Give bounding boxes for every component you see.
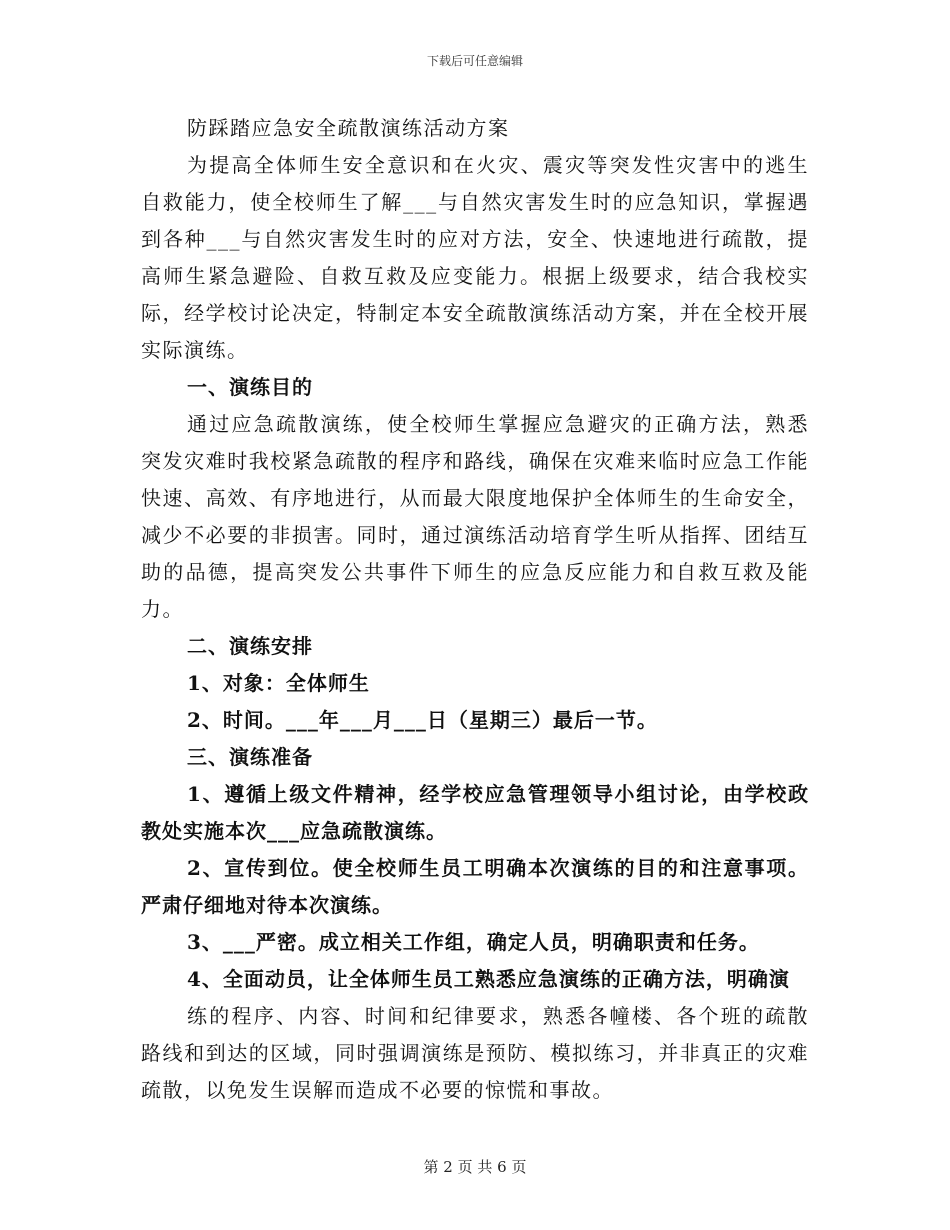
section1-heading: 一、演练目的 bbox=[187, 375, 313, 399]
section2-item-time: 2、时间。___年___月___日（星期三）最后一节。 bbox=[187, 708, 658, 732]
intro-paragraph: 为提高全体师生安全意识和在火灾、震灾等突发性灾害中的逃生自救能力，使全校师生了解___与自然灾害发生时的应急知识，掌握遇到各种___与自然灾害发生时的应对方法，安全、快速地进行疏散，提高师生紧急避险、自救互救及应变能力。根据上级要求，结合我校实际，经学校讨论决定，特制定本安全疏散演练活动方案，并在全校开展实际演练。 bbox=[141, 153, 809, 362]
document-title: 防踩踏应急安全疏散演练活动方案 bbox=[187, 116, 510, 140]
section3-item-2: 2、宣传到位。使全校师生员工明确本次演练的目的和注意事项。严肃仔细地对待本次演练。 bbox=[141, 856, 809, 917]
page-number: 第 2 页 共 6 页 bbox=[423, 1158, 527, 1176]
page-header-note: 下载后可任意编辑 bbox=[426, 54, 523, 68]
section1-paragraph: 通过应急疏散演练，使全校师生掌握应急避灾的正确方法，熟悉突发灾难时我校紧急疏散的程序和路线，确保在灾难来临时应急工作能快速、高效、有序地进行，从而最大限度地保护全体师生的生命安全，减少不必要的非损害。同时，通过演练活动培育学生听从指挥、团结互助的品德，提高突发公共事件下师生的应急反应能力和自救互救及能力。 bbox=[141, 412, 809, 621]
document-body bbox=[141, 110, 809, 1109]
section3-heading: 三、演练准备 bbox=[187, 745, 313, 769]
section3-item-4-rest: 练的程序、内容、时间和纪律要求，熟悉各幢楼、各个班的疏散路线和到达的区域，同时强调演练是预防、模拟练习，并非真正的灾难疏散，以免发生误解而造成不必要的惊慌和事故。 bbox=[141, 1004, 809, 1102]
section2-heading: 二、演练安排 bbox=[187, 634, 313, 658]
section2-item-target: 1、对象：全体师生 bbox=[187, 671, 370, 695]
section3-item-1: 1、遵循上级文件精神，经学校应急管理领导小组讨论，由学校政教处实施本次___应急疏散演练。 bbox=[141, 782, 809, 843]
section3-item-4-lead: 4、全面动员，让全体师生员工熟悉应急演练的正确方法，明确演 bbox=[187, 967, 790, 991]
section3-item-3: 3、___严密。成立相关工作组，确定人员，明确职责和任务。 bbox=[187, 930, 760, 954]
